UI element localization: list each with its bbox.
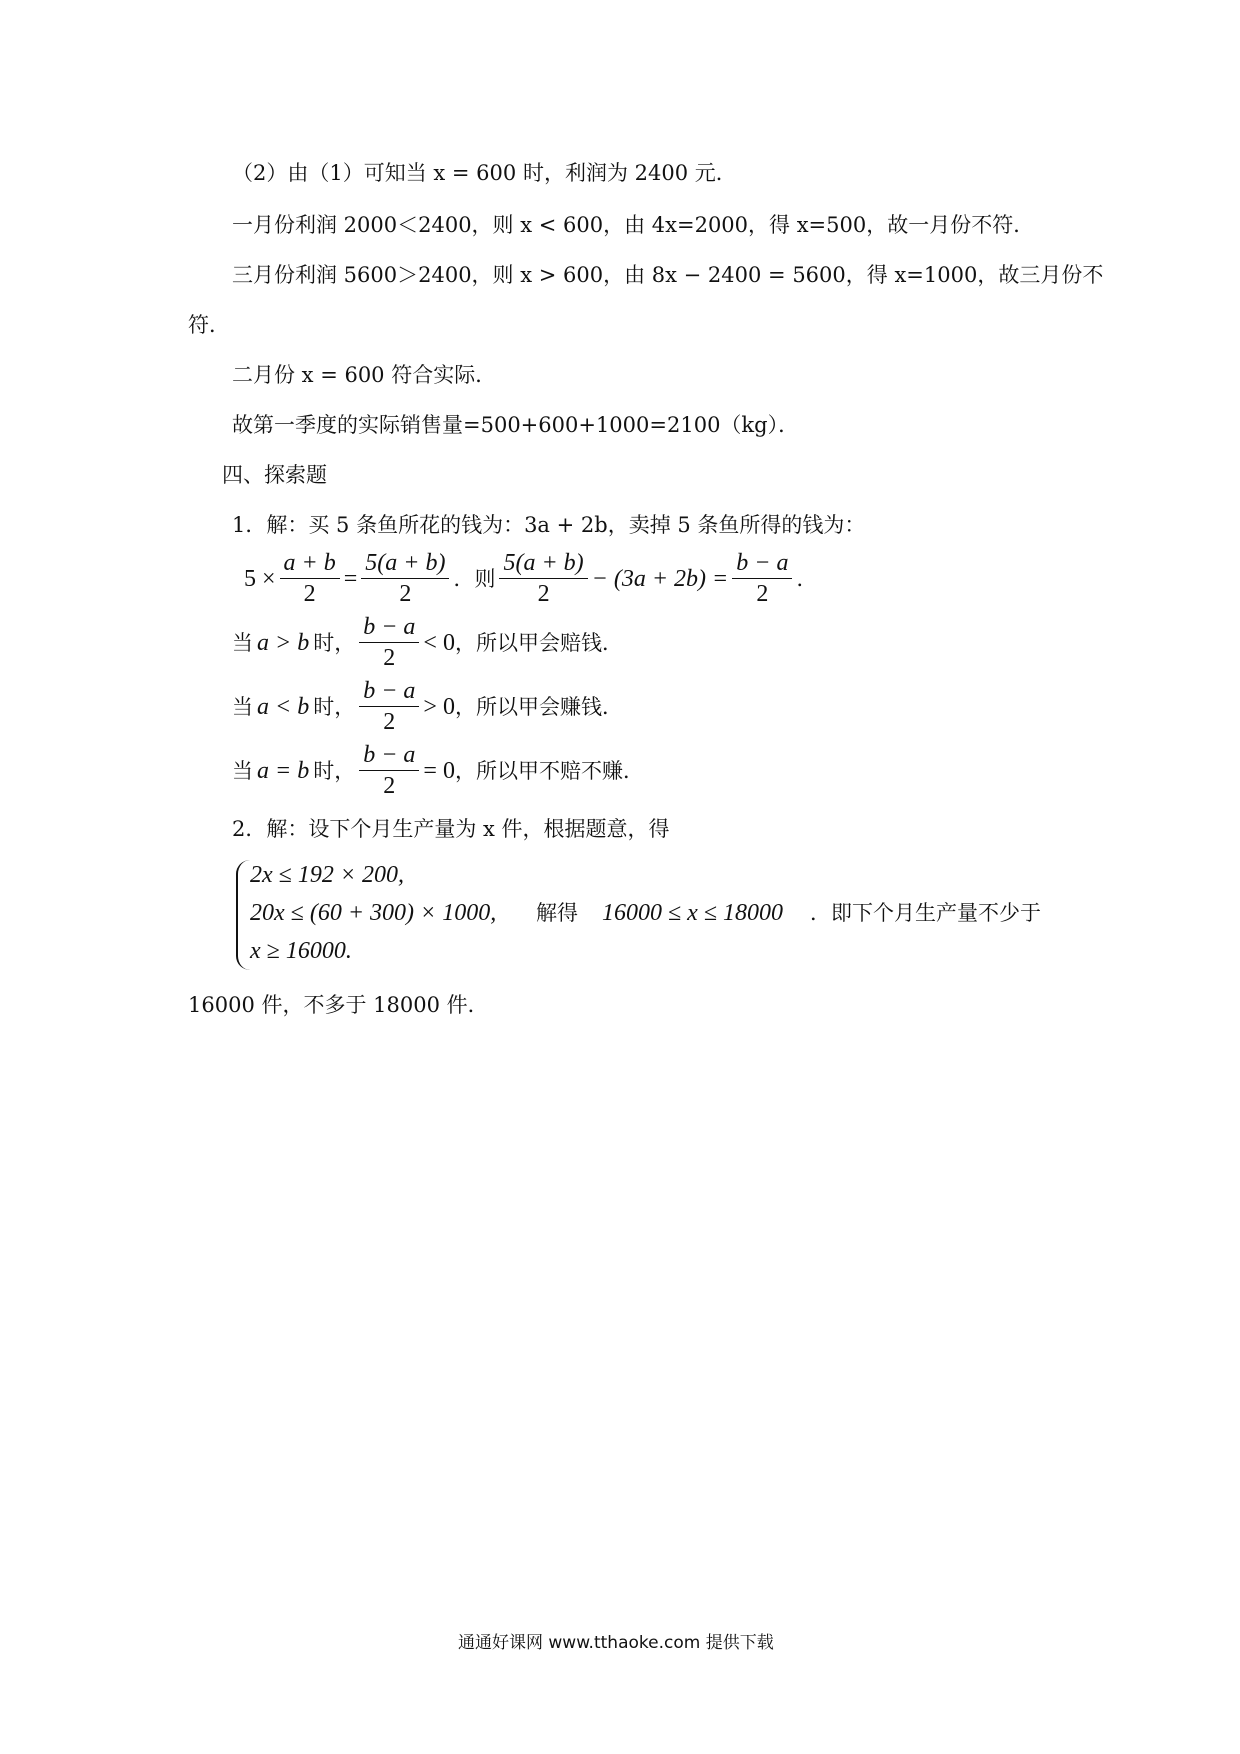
inequality-system <box>236 860 516 976</box>
case-fraction-den: 2 <box>383 773 396 799</box>
case-rel: > 0 <box>423 693 455 720</box>
eq-then: ．则 <box>453 566 496 591</box>
fraction-1 <box>280 548 340 609</box>
case-2 <box>232 676 623 737</box>
case-1 <box>232 612 623 673</box>
case-3 <box>232 740 644 801</box>
question-2-intro: 2．解：设下个月生产量为 x 件，根据题意，得 <box>232 817 670 841</box>
text-line-2: 一月份利润 2000＜2400，则 x < 600，由 4x=2000，得 x=500，故一月份不符． <box>232 213 1035 237</box>
case-fraction <box>359 612 419 673</box>
text-line-3-continued: 符． <box>188 313 230 337</box>
system-row-3: x ≥ 16000. <box>250 938 352 964</box>
case-fraction-den: 2 <box>383 709 396 735</box>
fraction-4 <box>732 548 792 609</box>
case-fraction-num: b − a <box>359 612 419 643</box>
solve-label: 解得 <box>536 901 578 925</box>
case-mid: 时， <box>313 630 356 655</box>
case-mid: 时， <box>313 694 356 719</box>
case-fraction-num: b − a <box>359 740 419 771</box>
eq-lead: 5 × <box>244 565 276 592</box>
solve-result: 16000 ≤ x ≤ 18000 <box>602 900 783 926</box>
case-post: ，所以甲会赚钱． <box>454 694 623 719</box>
text-line-5: 故第一季度的实际销售量=500+600+1000=2100（kg）． <box>232 413 800 437</box>
case-cond: a < b <box>257 693 310 720</box>
equation-1 <box>244 548 817 609</box>
case-cond: a > b <box>257 629 310 656</box>
solve-tail: ．即下个月生产量不少于 <box>810 901 1041 925</box>
text-line-3: 三月份利润 5600＞2400，则 x > 600，由 8x − 2400 = 5600，得 x=1000，故三月份不 <box>232 263 1104 287</box>
eq-sign: = <box>343 565 358 592</box>
eq-end: ． <box>796 566 818 591</box>
fraction-3-den: 2 <box>537 581 550 607</box>
case-mid: 时， <box>313 758 356 783</box>
section-heading: 四、探索题 <box>222 463 327 487</box>
case-rel: < 0 <box>423 629 455 656</box>
text-line-1: （2）由（1）可知当 x = 600 时，利润为 2400 元． <box>232 161 737 185</box>
question-1-intro: 1．解：买 5 条鱼所花的钱为：3a + 2b，卖掉 5 条鱼所得的钱为： <box>232 513 866 537</box>
fraction-2 <box>361 548 449 609</box>
case-fraction-num: b − a <box>359 676 419 707</box>
case-pre: 当 <box>232 694 253 719</box>
case-pre: 当 <box>232 758 253 783</box>
fraction-1-den: 2 <box>303 581 316 607</box>
case-fraction <box>359 676 419 737</box>
fraction-1-num: a + b <box>280 548 340 579</box>
page-footer: 通通好课网 www.tthaoke.com 提供下载 <box>458 1633 774 1653</box>
system-row-1: 2x ≤ 192 × 200, <box>250 862 405 888</box>
question-2-conclusion: 16000 件，不多于 18000 件． <box>188 993 489 1017</box>
case-post: ，所以甲会赔钱． <box>454 630 623 655</box>
case-rel: = 0 <box>423 757 455 784</box>
case-fraction <box>359 740 419 801</box>
fraction-3-num: 5(a + b) <box>499 548 587 579</box>
case-cond: a = b <box>257 757 310 784</box>
case-pre: 当 <box>232 630 253 655</box>
eq-minus: − (3a + 2b) = <box>591 565 729 592</box>
fraction-4-num: b − a <box>732 548 792 579</box>
fraction-2-num: 5(a + b) <box>361 548 449 579</box>
system-row-2: 20x ≤ (60 + 300) × 1000, <box>250 900 497 926</box>
fraction-4-den: 2 <box>756 581 769 607</box>
text-line-4: 二月份 x = 600 符合实际． <box>232 363 497 387</box>
fraction-3 <box>499 548 587 609</box>
case-fraction-den: 2 <box>383 645 396 671</box>
case-post: ，所以甲不赔不赚． <box>454 758 644 783</box>
fraction-2-den: 2 <box>399 581 412 607</box>
